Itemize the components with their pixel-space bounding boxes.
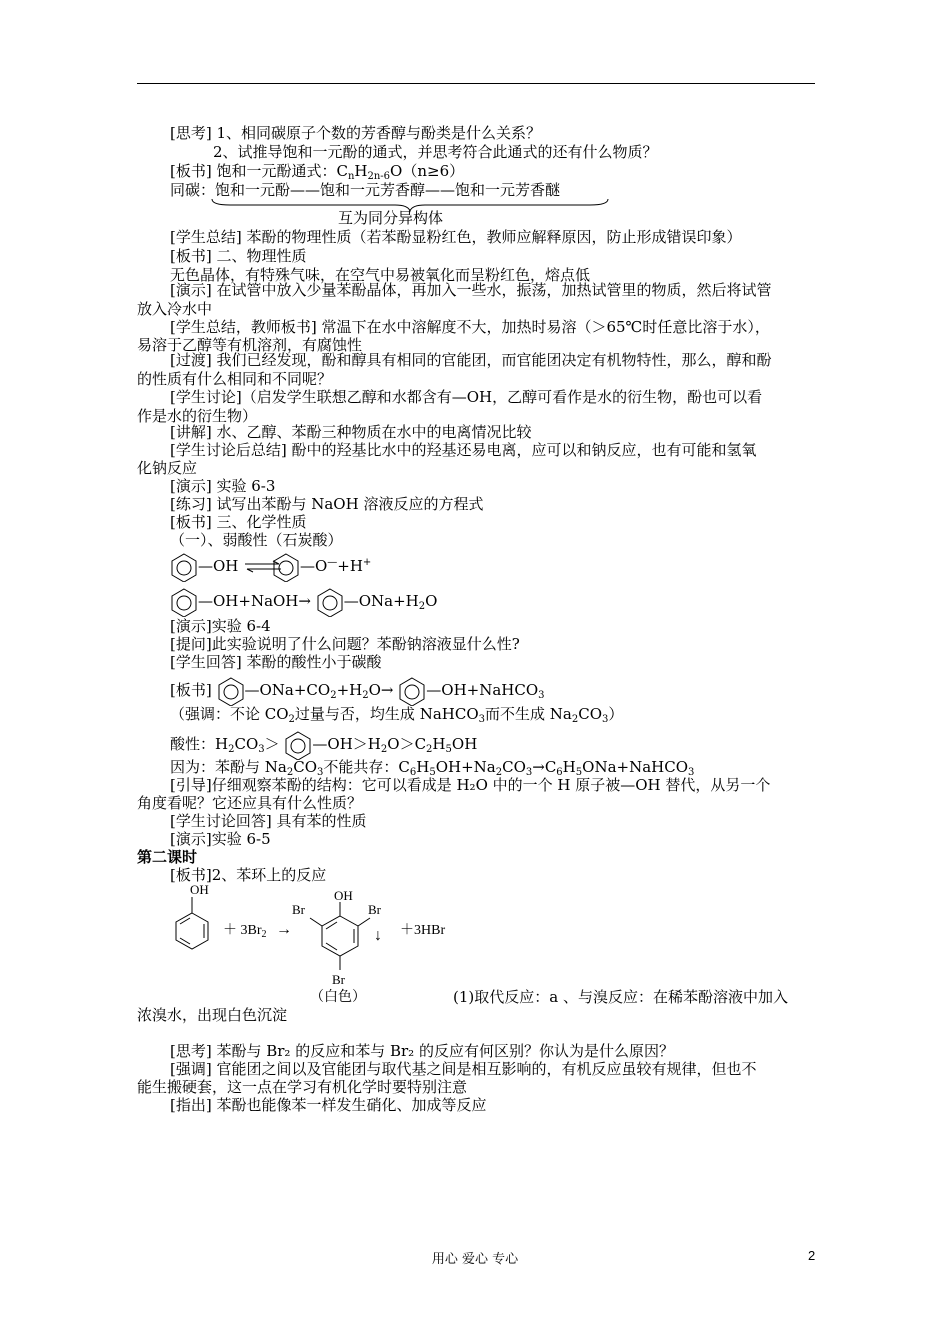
text-line: [提问]此实验说明了什么问题？苯酚钠溶液显什么性?: [170, 635, 520, 653]
text-line: [指出] 苯酚也能像苯一样发生硝化、加成等反应: [170, 1096, 487, 1114]
page-number: 2: [808, 1248, 816, 1263]
page-footer: 用心 爱心 专心: [431, 1252, 519, 1267]
equation-acidity: 酸性：$H_2CO_3>$ $—OH>H_2O>C_2H_5OH$: [137, 730, 850, 760]
text-line: [板书] 三、化学性质: [170, 513, 307, 531]
text-line: [板书]2、苯环上的反应: [170, 866, 327, 884]
br-label: Br: [368, 902, 381, 917]
text-line: [学生回答] 苯酚的酸性小于碳酸: [170, 653, 382, 671]
text-line: [学生讨论]（启发学生联想乙醇和水都含有—OH，乙醇可看作是水的衍生物，酚也可以看: [170, 388, 763, 406]
text-line: [板书] 二、物理性质: [170, 247, 307, 265]
text-line: [引导]仔细观察苯酚的结构：它可以看成是 H₂O 中的一个 H 原子被—OH 替代，从另一个: [170, 776, 771, 794]
text-line: 放入冷水中: [137, 300, 213, 318]
text-line: [学生总结] 苯酚的物理性质（若苯酚显粉红色，教师应解释原因，防止形成错误印象）: [170, 228, 742, 246]
text-line: [演示] 实验 6-3: [170, 477, 276, 495]
text-line: 的性质有什么相同和不同呢？: [137, 370, 333, 388]
bromination-reaction-diagram: [160, 880, 460, 1005]
oh-label: OH: [190, 882, 209, 897]
benzene-ring-icon: [316, 587, 344, 617]
br-label: Br: [292, 902, 305, 917]
br-label: Br: [332, 972, 345, 987]
benzene-ring-icon: [284, 730, 312, 760]
text-line: （强调：不论 $CO_2$过量与否，均生成 NaHCO$_3$而不生成 $Na_2CO_3$）: [170, 705, 624, 725]
equation-ionization: —OH —O—+H+: [170, 552, 850, 582]
equation-co2: [板书] $—ONa+CO_2+H_2O\to$ —OH+NaHCO$_3$: [137, 676, 850, 706]
benzene-ring-icon: [322, 916, 358, 956]
precipitate-arrow-icon: ↓: [374, 927, 382, 944]
text-line: [学生总结，教师板书] 常温下在水中溶解度不大，加热时易溶（＞65℃时任意比溶于水），: [170, 318, 770, 336]
benzene-ring-icon: [217, 676, 245, 706]
text-line: [演示]实验 6-5: [170, 830, 271, 848]
text-line: 化钠反应: [137, 459, 198, 477]
text-line: [演示]实验 6-4: [170, 617, 271, 635]
text-line: [练习] 试写出苯酚与 NaOH 溶液反应的方程式: [170, 495, 484, 513]
text-line: [板书] 饱和一元酚通式：$C_nH_{2n-6}O(n\ge 6)$: [170, 162, 465, 182]
oh-label: OH: [334, 888, 353, 903]
text-line: [过渡] 我们已经发现，酚和醇具有相同的官能团，而官能团决定有机物特性，那么，醇和酚: [170, 351, 772, 369]
text-line: [讲解] 水、乙醇、苯酚三种物质在水中的电离情况比较: [170, 423, 532, 441]
hbr-label: ＋3HBr: [400, 923, 446, 938]
benzene-ring-icon: [170, 587, 198, 617]
equation-naoh: —OH+NaOH→ $—ONa+H_2O$: [170, 587, 850, 617]
text-line: 角度看呢？它还应具有什么性质？: [137, 794, 363, 812]
white-label: （白色）: [310, 990, 366, 1005]
header-rule: [137, 83, 815, 84]
text-line: 无色晶体，有特殊气味，在空气中易被氧化而呈粉红色，熔点低: [170, 266, 591, 284]
text-line: [学生讨论回答] 具有苯的性质: [170, 812, 367, 830]
reagent-label: ＋ $3Br_2$: [223, 923, 267, 940]
benzene-ring-icon: [398, 676, 426, 706]
benzene-ring-icon: [272, 552, 300, 582]
text-line: 能生搬硬套，这一点在学习有机化学时要特别注意: [137, 1078, 468, 1096]
text-line: [思考] 苯酚与 Br₂ 的反应和苯与 Br₂ 的反应有何区别？你认为是什么原因？: [170, 1042, 674, 1060]
reaction-arrow: →: [276, 921, 292, 938]
text-line: 2、试推导饱和一元酚的通式，并思考符合此通式的还有什么物质？: [213, 143, 658, 161]
text-line: 浓溴水，出现白色沉淀: [137, 1006, 288, 1024]
text-line: 互为同分异构体: [338, 209, 444, 227]
benzene-ring-icon: [170, 552, 198, 582]
text-line: (1)取代反应：a 、与溴反应：在稀苯酚溶液中加入: [453, 988, 788, 1006]
text-line: [演示] 在试管中放入少量苯酚晶体，再加入一些水，振荡，加热试管里的物质，然后将试管: [170, 281, 772, 299]
benzene-ring-icon: [176, 913, 208, 949]
text-line: 作是水的衍生物）: [137, 407, 258, 425]
text-line: （一）、弱酸性（石炭酸）: [170, 531, 343, 549]
section-heading: 第二课时: [137, 848, 198, 866]
text-line: 因为：苯酚与 $Na_2CO_3$不能共存：$C_6H_5OH+Na_2CO_3\to C_6H_5ONa+NaHCO_3$: [170, 758, 695, 778]
text-line: 同碳：饱和一元酚——饱和一元芳香醇——饱和一元芳香醚: [170, 181, 561, 199]
text-line: [强调] 官能团之间以及官能团与取代基之间是相互影响的，有机反应虽较有规律，但也不: [170, 1060, 757, 1078]
text-line: 易溶于乙醇等有机溶剂，有腐蚀性: [137, 336, 363, 354]
text-line: [思考] 1、相同碳原子个数的芳香醇与酚类是什么关系？: [170, 124, 542, 142]
text-line: [学生讨论后总结] 酚中的羟基比水中的羟基还易电离，应可以和钠反应，也有可能和氢氧: [170, 441, 757, 459]
